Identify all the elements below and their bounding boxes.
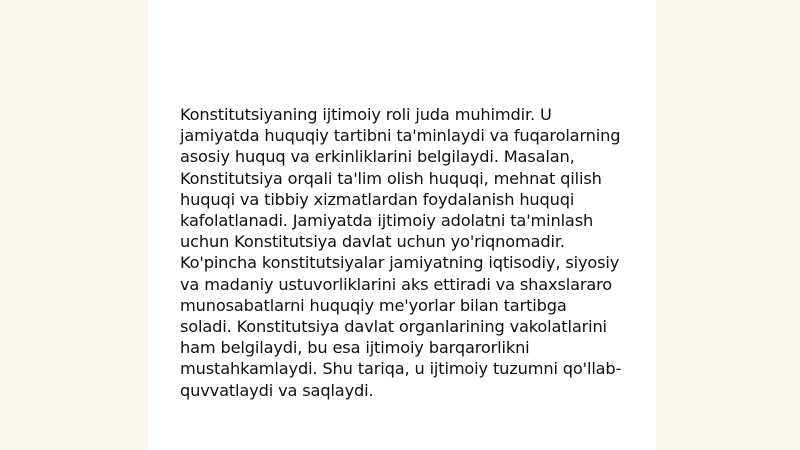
document-page (148, 0, 656, 450)
body-paragraph: Konstitutsiyaning ijtimoiy roli juda muhimdir. U jamiyatda huquqiy tartibni ta'minlaydi va fuqarolarning asosiy huquq va erkinliklarini belgilaydi. Masalan, Konstitutsiya orqali ta'lim olish huquqi, mehnat qilish huquqi va tibbiy xizmatlardan foydalanish huquqi kafolatlanadi. Jamiyatda ijtimoiy adolatni ta'minlash uchun Konstitutsiya davlat uchun yo'riqnomadir. Ko'pincha konstitutsiyalar jamiyatning iqtisodiy, siyosiy va madaniy ustuvorliklarini aks ettiradi va shaxslararo munosabatlarni huquqiy me'yorlar bilan tartibga soladi. Konstitutsiya davlat organlarining vakolatlarini ham belgilaydi, bu esa ijtimoiy barqarorlikni mustahkamlaydi. Shu tariqa, u ijtimoiy tuzumni qo'llab-quvvatlaydi va saqlaydi. (180, 105, 622, 400)
